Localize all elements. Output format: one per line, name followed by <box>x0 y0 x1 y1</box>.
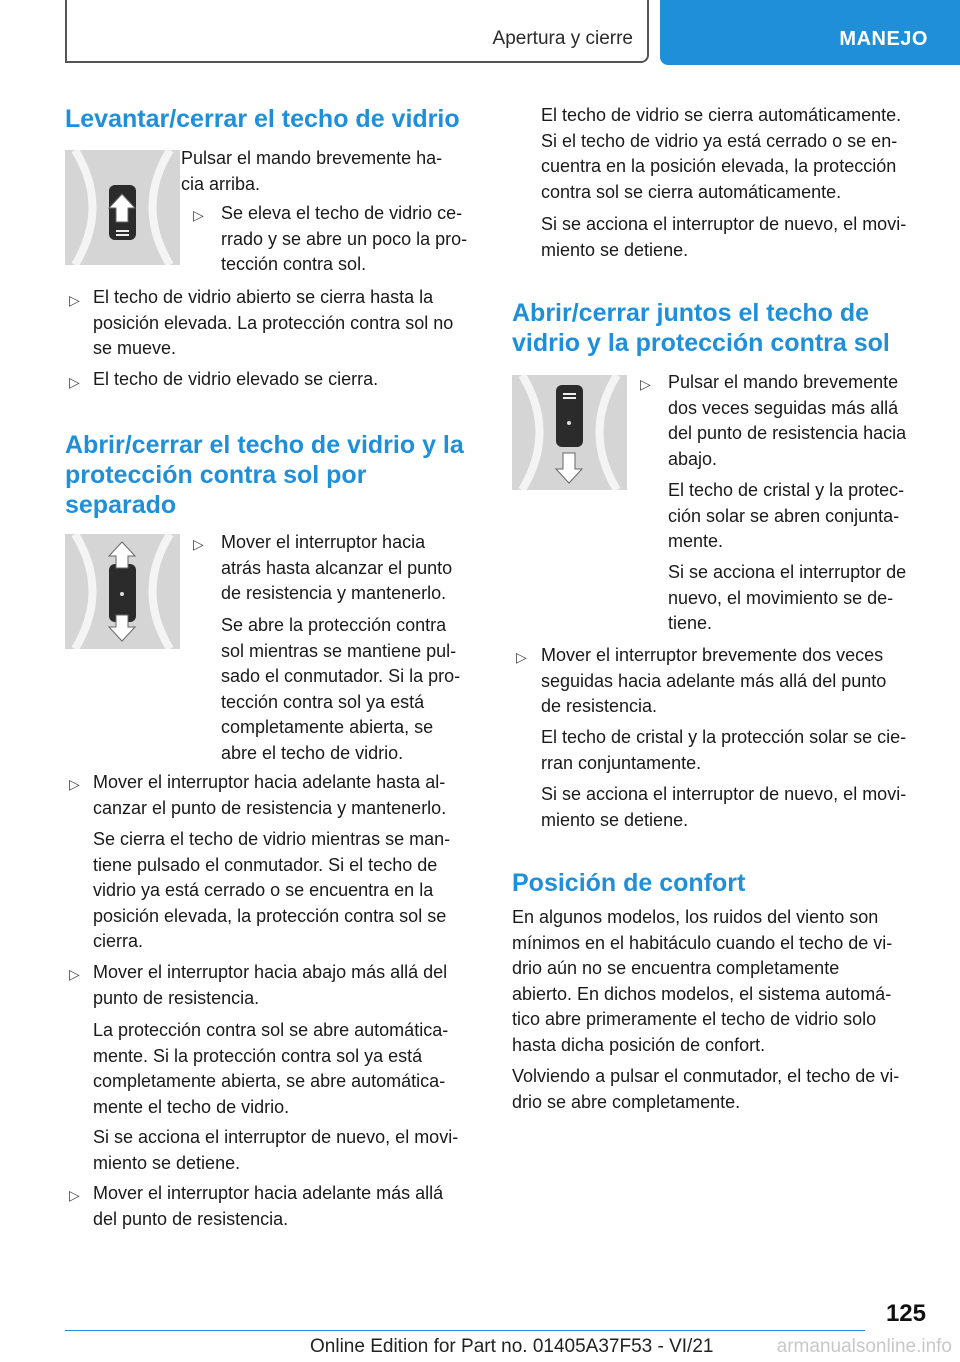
chapter-tab-label: MANEJO <box>839 28 928 50</box>
bullet-icon: ▷ <box>69 292 80 308</box>
bullet-icon: ▷ <box>193 207 204 223</box>
s2-bullet-4: Mover el interruptor hacia adelante más allá del punto de resistencia. <box>93 1183 444 1229</box>
watermark: armanualsonline.info <box>776 1336 952 1357</box>
page-number: 125 <box>885 1300 926 1327</box>
continued-paragraph: El techo de vidrio se cierra automáticamente. Si el techo de vidrio ya está cerrado o se en- cuentra en la posición elevada, la protección contra sol se cierra automáticamente. <box>541 105 902 202</box>
s2-bullet-2-detail: Se cierra el techo de vidrio mientras se man- tiene pulsado el conmutador. Si el techo de vidrio ya está cerrado o se encuentra en la posición elevada, la protección contra sol se cierra. <box>93 829 451 951</box>
confort-paragraph-2: Volviendo a pulsar el conmutador, el techo de vi- drio se abre completamente. <box>512 1066 900 1112</box>
s3-bullet-2: Mover el interruptor brevemente dos veces seguidas hacia adelante más allá del punto de resistencia. <box>541 645 887 716</box>
heading-levantar-cerrar: Levantar/cerrar el techo de vidrio <box>65 105 460 133</box>
s2-bullet-3-detail: La protección contra sol se abre automática- mente. Si la protección contra sol ya está completamente abierta, se abre automática- mente el techo de vidrio. <box>93 1020 449 1117</box>
confort-paragraph-1: En algunos modelos, los ruidos del viento son mínimos en el habitáculo cuando el techo de vi- drio aún no se encuentra completamente abierto. En dichos modelos, el sistema automá- tico abre primeramente el techo de vidrio solo hasta dicha posición de confort. <box>512 907 893 1055</box>
bullet-icon: ▷ <box>640 376 651 392</box>
switch-illustration-updown <box>65 534 180 649</box>
switch-illustration-down <box>512 375 627 490</box>
s2-bullet-3-note: Si se acciona el interruptor de nuevo, el movi- miento se detiene. <box>93 1127 459 1173</box>
footer-divider <box>65 1330 865 1331</box>
header-frame <box>65 0 649 63</box>
bullet-icon: ▷ <box>69 776 80 792</box>
continued-note: Si se acciona el interruptor de nuevo, el movi- miento se detiene. <box>541 214 907 260</box>
edition-note: Online Edition for Part no. 01405A37F53 - VI/21 <box>310 1336 714 1357</box>
s1-intro: Pulsar el mando brevemente ha- cia arriba. <box>181 148 443 194</box>
heading-abrir-cerrar-separado: Abrir/cerrar el techo de vidrio y la protección contra sol por separado <box>65 431 464 519</box>
bullet-icon: ▷ <box>193 536 204 552</box>
s1-bullet-3: El techo de vidrio elevado se cierra. <box>93 369 379 389</box>
s2-bullet-1-detail: Se abre la protección contra sol mientras se mantiene pul- sado el conmutador. Si la pro- tección contra sol ya está completamente abierta, se abre el techo de vidrio. <box>221 615 461 763</box>
s2-bullet-2: Mover el interruptor hacia adelante hasta al- canzar el punto de resistencia y mantenerlo. <box>93 772 447 818</box>
s3-bullet-1-note: Si se acciona el interruptor de nuevo, el movimiento se de- tiene. <box>668 562 907 633</box>
s1-bullet-1: Se eleva el techo de vidrio ce- rrado y se abre un poco la pro- tección contra sol. <box>221 203 468 274</box>
s1-bullet-2: El techo de vidrio abierto se cierra hasta la posición elevada. La protección contra sol no se mueve. <box>93 287 454 358</box>
section-title: Apertura y cierre <box>492 28 633 49</box>
switch-illustration-up <box>65 150 180 265</box>
s3-bullet-2-note: Si se acciona el interruptor de nuevo, el movi- miento se detiene. <box>541 784 907 830</box>
bullet-icon: ▷ <box>69 1187 80 1203</box>
bullet-icon: ▷ <box>516 649 527 665</box>
heading-abrir-cerrar-juntos: Abrir/cerrar juntos el techo de vidrio y la protección contra sol <box>512 299 890 357</box>
s3-bullet-2-detail: El techo de cristal y la protección solar se cie- rran conjuntamente. <box>541 727 907 773</box>
bullet-icon: ▷ <box>69 374 80 390</box>
chapter-tab[interactable] <box>660 0 960 65</box>
s2-bullet-3: Mover el interruptor hacia abajo más allá del punto de resistencia. <box>93 962 448 1008</box>
s2-bullet-1: Mover el interruptor hacia atrás hasta alcanzar el punto de resistencia y mantenerlo. <box>221 532 453 603</box>
s3-bullet-1: Pulsar el mando brevemente dos veces seguidas más allá del punto de resistencia hacia abajo. <box>668 372 907 469</box>
bullet-icon: ▷ <box>69 966 80 982</box>
heading-posicion-confort: Posición de confort <box>512 869 746 897</box>
s3-bullet-1-detail: El techo de cristal y la protec- ción solar se abren conjunta- mente. <box>668 480 905 551</box>
